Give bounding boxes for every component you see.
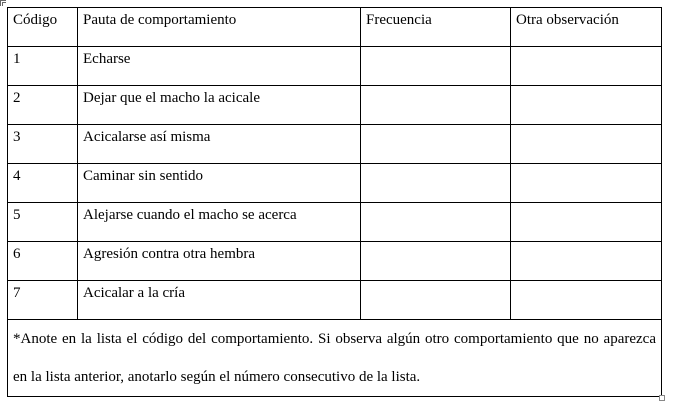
cell-observacion[interactable] (511, 47, 662, 86)
table-anchor-icon[interactable] (0, 0, 6, 6)
cell-frecuencia[interactable] (361, 47, 511, 86)
cell-code[interactable]: 4 (8, 164, 78, 203)
cell-code[interactable]: 6 (8, 242, 78, 281)
cell-frecuencia[interactable] (361, 125, 511, 164)
table-row (8, 281, 662, 320)
cell-pauta[interactable]: Agresión contra otra hembra (78, 242, 361, 281)
cell-code[interactable]: 3 (8, 125, 78, 164)
cell-frecuencia[interactable] (361, 242, 511, 281)
behavior-table (7, 7, 662, 397)
table-resize-handle-icon[interactable] (659, 395, 665, 401)
cell-code[interactable]: 1 (8, 47, 78, 86)
cell-observacion[interactable] (511, 242, 662, 281)
table-row (8, 164, 662, 203)
cell-pauta[interactable]: Acicalarse así misma (78, 125, 361, 164)
header-code[interactable]: Código (8, 8, 78, 47)
table-note[interactable]: *Anote en la lista el código del comportamiento. Si observa algún otro comportamiento que no aparezca en la lista anterior, anotarlo según el número consecutivo de la lista. (8, 320, 662, 397)
cell-observacion[interactable] (511, 86, 662, 125)
cell-code[interactable]: 2 (8, 86, 78, 125)
cell-code[interactable]: 7 (8, 281, 78, 320)
table-row (8, 47, 662, 86)
note-row (8, 320, 662, 397)
cell-pauta[interactable]: Dejar que el macho la acicale (78, 86, 361, 125)
header-observacion[interactable]: Otra observación (511, 8, 662, 47)
header-pauta[interactable]: Pauta de comportamiento (78, 8, 361, 47)
cell-observacion[interactable] (511, 203, 662, 242)
cell-pauta[interactable]: Alejarse cuando el macho se acerca (78, 203, 361, 242)
cell-frecuencia[interactable] (361, 203, 511, 242)
cell-observacion[interactable] (511, 281, 662, 320)
table-row (8, 203, 662, 242)
cell-pauta[interactable]: Echarse (78, 47, 361, 86)
header-row (8, 8, 662, 47)
cell-pauta[interactable]: Acicalar a la cría (78, 281, 361, 320)
table-row (8, 242, 662, 281)
cell-observacion[interactable] (511, 125, 662, 164)
table-row (8, 86, 662, 125)
header-frecuencia[interactable]: Frecuencia (361, 8, 511, 47)
cell-frecuencia[interactable] (361, 86, 511, 125)
cell-frecuencia[interactable] (361, 281, 511, 320)
cell-observacion[interactable] (511, 164, 662, 203)
cell-frecuencia[interactable] (361, 164, 511, 203)
table-row (8, 125, 662, 164)
cell-pauta[interactable]: Caminar sin sentido (78, 164, 361, 203)
cell-code[interactable]: 5 (8, 203, 78, 242)
